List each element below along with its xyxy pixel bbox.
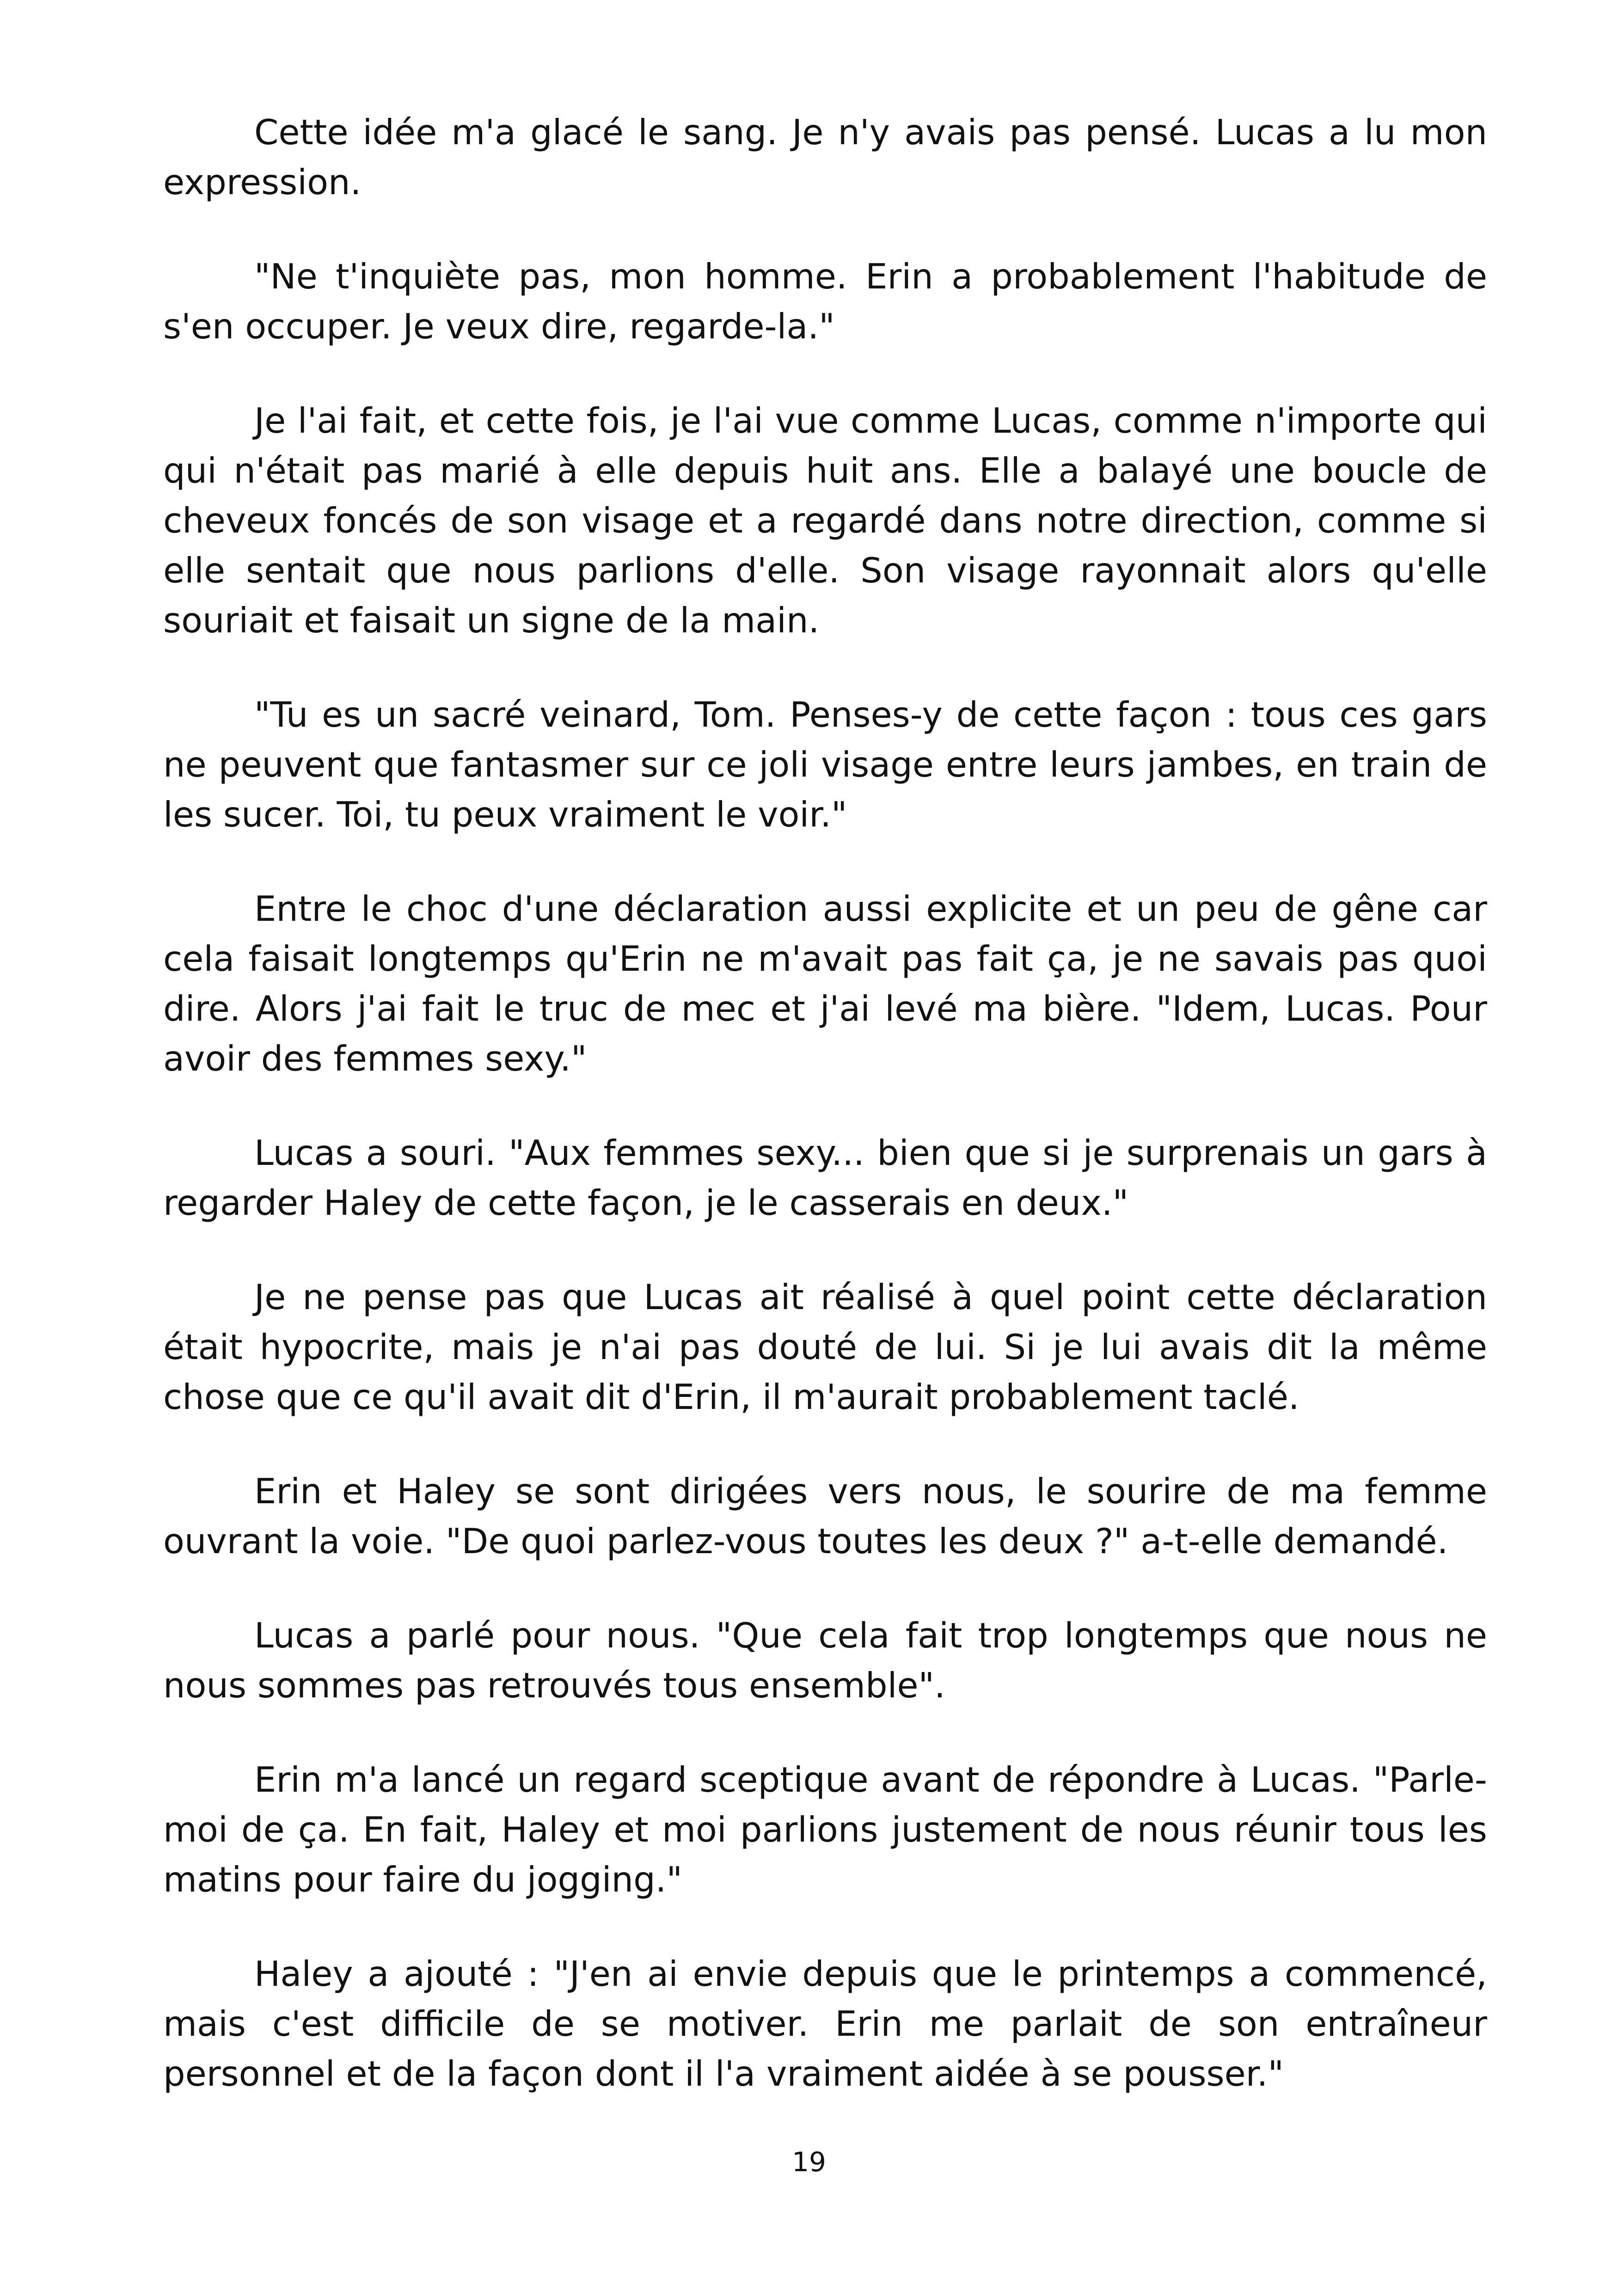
paragraph: Erin et Haley se sont dirigées vers nous, le sourire de ma femme ouvrant la voie. "De quoi parlez-vous toutes les deux ?" a-t-elle demandé. — [163, 1471, 1487, 1561]
body-text — [163, 107, 1487, 2143]
paragraph: "Ne t'inquiète pas, mon homme. Erin a probablement l'habitude de s'en occuper. Je veux dire, regarde-la." — [163, 256, 1487, 347]
paragraph: Cette idée m'a glacé le sang. Je n'y avais pas pensé. Lucas a lu mon expression. — [163, 112, 1487, 202]
paragraph: Entre le choc d'une déclaration aussi explicite et un peu de gêne car cela faisait longtemps qu'Erin ne m'avait pas fait ça, je ne savais pas quoi dire. Alors j'ai fait le truc de mec et j'ai levé ma bière. "Idem, Lucas. Pour avoir des femmes sexy." — [163, 888, 1487, 1079]
paragraph: Lucas a souri. "Aux femmes sexy... bien que si je surprenais un gars à regarder Haley de cette façon, je le casserais en deux." — [163, 1133, 1487, 1223]
paragraph: Lucas a parlé pour nous. "Que cela fait trop longtemps que nous ne nous sommes pas retrouvés tous ensemble". — [163, 1615, 1487, 1706]
paragraph: Erin m'a lancé un regard sceptique avant de répondre à Lucas. "Parle-moi de ça. En fait, Haley et moi parlions justement de nous réunir tous les matins pour faire du jogging." — [163, 1759, 1487, 1900]
paragraph: "Tu es un sacré veinard, Tom. Penses-y de cette façon : tous ces gars ne peuvent que fantasmer sur ce joli visage entre leurs jambes, en train de les sucer. Toi, tu peux vraiment le voir." — [163, 694, 1487, 835]
page-number: 19 — [792, 2146, 826, 2178]
paragraph: Je l'ai fait, et cette fois, je l'ai vue comme Lucas, comme n'importe qui qui n'était pas marié à elle depuis huit ans. Elle a balayé une boucle de cheveux foncés de son visage et a regardé dans notre direction, comme si elle sentait que nous parlions d'elle. Son visage rayonnait alors qu'elle souriait et faisait un signe de la main. — [163, 400, 1487, 641]
paragraph: Haley a ajouté : "J'en ai envie depuis que le printemps a commencé, mais c'est difficile de se motiver. Erin me parlait de son entraîneur personnel et de la façon dont il l'a vraiment aidée à se pousser." — [163, 1953, 1487, 2094]
paragraph: Je ne pense pas que Lucas ait réalisé à quel point cette déclaration était hypocrite, mais je n'ai pas douté de lui. Si je lui avais dit la même chose que ce qu'il avait dit d'Erin, il m'aurait probablement taclé. — [163, 1277, 1487, 1417]
